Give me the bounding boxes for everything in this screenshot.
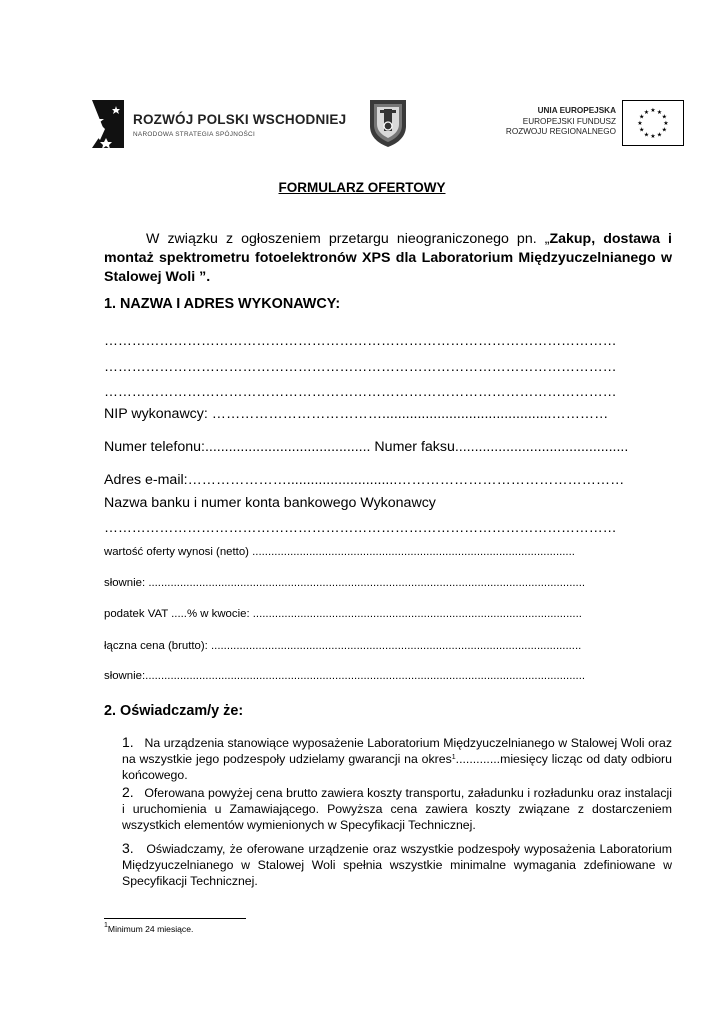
rpw-logo-subtitle: NARODOWA STRATEGIA SPÓJNOŚCI bbox=[133, 131, 256, 138]
form-title: FORMULARZ OFERTOWY bbox=[278, 180, 446, 195]
eu-line-3: ROZWOJU REGIONALNEGO bbox=[505, 127, 616, 136]
gross-price-in-words-field[interactable]: słownie:........................................................................................................................................... bbox=[104, 670, 586, 682]
statement-item-2 bbox=[122, 785, 672, 833]
eu-star-icon: ★ bbox=[643, 131, 650, 139]
bank-account-field[interactable]: ………………………………………………………………………………………………… bbox=[104, 519, 617, 535]
footnote bbox=[104, 924, 193, 934]
eu-star-icon: ★ bbox=[639, 126, 645, 134]
nip-field[interactable]: NIP wykonawcy: ………………………………...........................................………… bbox=[104, 406, 609, 422]
eagle-star-icon bbox=[86, 96, 126, 152]
footnote-text: Minimum 24 miesiące. bbox=[107, 924, 194, 934]
university-crest-icon bbox=[368, 96, 408, 148]
eu-star-icon: ★ bbox=[650, 107, 656, 115]
email-field[interactable]: Adres e-mail:…………………............................………………………………………… bbox=[104, 472, 625, 488]
intro-tender-name: Zakup, dostawa i montaż spektrometru fotoelektronów XPS dla Laboratorium Międzyuczelnianego w Stalowej Woli ”. bbox=[104, 231, 672, 285]
eu-star-icon: ★ bbox=[650, 133, 656, 141]
statement-2-text: Oferowana powyżej cena brutto zawiera koszty transportu, załadunku i rozładunku oraz instalacji i uruchomienia u Zamawiającego. Powyższa cena zawiera koszty związane z dostarczeniem wszystkich elementów wymienionych w Specyfikacji Technicznej. bbox=[122, 786, 672, 832]
bank-label: Nazwa banku i numer konta bankowego Wykonawcy bbox=[104, 495, 436, 511]
contractor-address-line[interactable]: ………………………………………………………………………………………………… bbox=[104, 383, 617, 399]
eu-star-icon: ★ bbox=[639, 113, 645, 121]
rozwoj-polski-wschodniej-logo bbox=[86, 96, 346, 152]
eu-star-icon: ★ bbox=[661, 126, 667, 134]
net-value-field[interactable]: wartość oferty wynosi (netto) ...................................................................................................... bbox=[104, 546, 575, 558]
eu-line-2: EUROPEJSKI FUNDUSZ bbox=[522, 116, 616, 126]
eu-star-icon: ★ bbox=[637, 120, 643, 128]
net-value-in-words-field[interactable]: słownie: .......................................................................................................................................... bbox=[104, 577, 586, 589]
statement-3-number: 3. bbox=[122, 840, 134, 856]
vat-field[interactable]: podatek VAT .....% w kwocie: ........................................................................................................ bbox=[104, 608, 582, 620]
statement-item-1 bbox=[122, 735, 672, 783]
eu-star-icon: ★ bbox=[643, 108, 650, 116]
eu-flag-icon bbox=[622, 100, 684, 146]
statement-2-number: 2. bbox=[122, 784, 134, 800]
footnote-ref: 1 bbox=[451, 753, 456, 761]
statement-1-number: 1. bbox=[122, 734, 134, 750]
section-2-title: 2. Oświadczam/y że: bbox=[104, 703, 244, 719]
eu-star-icon: ★ bbox=[661, 113, 667, 121]
gross-price-field[interactable]: łączna cena (brutto): ..................................................................................................................... bbox=[104, 640, 582, 652]
contractor-name-line-1[interactable]: ………………………………………………………………………………………………… bbox=[104, 332, 617, 348]
intro-text: W związku z ogłoszeniem przetargu nieograniczonego pn. „ bbox=[146, 231, 550, 247]
eu-star-icon: ★ bbox=[663, 120, 669, 128]
statement-3-text: Oświadczamy, że oferowane urządzenie oraz wszystkie podzespoły wyposażenia Laboratorium Międzyuczelnianego w Stalowej Woli spełnia wszystkie minimalne wymagania zdefiniowane w Specyfikacji Technicznej. bbox=[122, 842, 673, 888]
section-1-title: 1. NAZWA I ADRES WYKONAWCY: bbox=[104, 296, 341, 312]
statement-1-text-b: .............miesięcy licząc od daty odbioru końcowego. bbox=[122, 751, 672, 782]
intro-paragraph bbox=[104, 230, 672, 287]
eu-star-icon: ★ bbox=[656, 131, 663, 139]
footnote-divider bbox=[104, 918, 246, 919]
eu-star-icon: ★ bbox=[656, 108, 663, 116]
eu-line-1: UNIA EUROPEJSKA bbox=[537, 106, 616, 115]
statement-item-3 bbox=[122, 841, 672, 889]
footnote-number: 1 bbox=[104, 922, 108, 929]
contractor-name-line-2[interactable]: ………………………………………………………………………………………………… bbox=[104, 358, 617, 374]
eu-fund-text bbox=[470, 106, 616, 138]
statement-1-text-a: Na urządzenia stanowiące wyposażenie Laboratorium Międzyuczelnianego w Stalowej Woli oraz na wszystkie jego podzespoły udzielamy gwarancji na okres bbox=[122, 736, 672, 766]
phone-fax-field[interactable]: Numer telefonu:.......................................... Numer faksu............................................ bbox=[104, 439, 629, 455]
rpw-logo-title: ROZWÓJ POLSKI WSCHODNIEJ bbox=[133, 112, 347, 127]
